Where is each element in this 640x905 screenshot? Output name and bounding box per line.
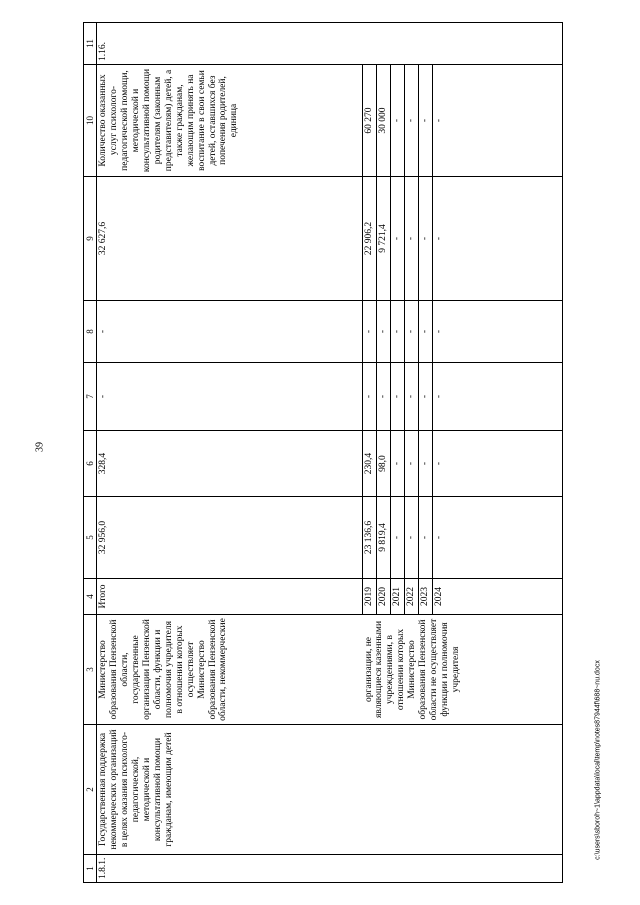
year-col5: 9 819,4 (377, 497, 391, 579)
year-col5: - (419, 497, 433, 579)
year-col10: - (405, 65, 419, 177)
year-cell: 2024 (433, 579, 563, 615)
program-table (83, 22, 563, 883)
row-code: 1.8.1. (97, 855, 563, 883)
header-col-6: 6 (84, 431, 97, 497)
year-col9: 9 721,4 (377, 177, 391, 301)
header-col-7: 7 (84, 363, 97, 431)
total-col5: 32 956,0 (97, 497, 363, 579)
indicator-description: Количество оказанных услуг психолого-педагогической помощи, методической и консультативной помощи родителям (законным представителям) детей, а также гражданам, желающим принять на воспитание в свои семьи детей, оставшихся без попечения родителей, единица (97, 65, 363, 177)
indicator-code: 1.16. (97, 23, 563, 65)
executor-text-part-1: Министерство образования Пензенской области, государственные организации Пензенской области, функции и полномочия учредителя в отношении которых осуществляет Министерство образования Пензенской области, некоммерческие (97, 615, 363, 725)
year-col7: - (391, 363, 405, 431)
rotated-table-wrapper (83, 23, 563, 883)
header-col-1: 1 (84, 855, 97, 883)
year-col5: - (433, 497, 563, 579)
page-number: 39 (34, 442, 46, 452)
year-col10: - (419, 65, 433, 177)
header-col-4: 4 (84, 579, 97, 615)
year-col8: - (363, 301, 377, 363)
year-col6: 230,4 (363, 431, 377, 497)
footer-file-path: c:\users\sboroh~1\appdata\local\temp\notes87944f\688~nu.docx (594, 660, 602, 860)
year-col8: - (377, 301, 391, 363)
year-cell: 2020 (377, 579, 391, 615)
year-col8: - (419, 301, 433, 363)
header-col-8: 8 (84, 301, 97, 363)
year-cell: 2019 (363, 579, 377, 615)
year-col6: - (433, 431, 563, 497)
year-col7: - (377, 363, 391, 431)
year-col10: 30 000 (377, 65, 391, 177)
header-col-10: 10 (84, 65, 97, 177)
year-col9: 22 906,2 (363, 177, 377, 301)
year-cell: 2021 (391, 579, 405, 615)
year-col5: - (391, 497, 405, 579)
total-col8: - (97, 301, 363, 363)
header-col-2: 2 (84, 725, 97, 855)
year-col7: - (419, 363, 433, 431)
year-col6: - (419, 431, 433, 497)
year-cell: 2023 (419, 579, 433, 615)
header-col-11: 11 (84, 23, 97, 65)
year-col8: - (391, 301, 405, 363)
year-col9: - (433, 177, 563, 301)
year-cell: 2022 (405, 579, 419, 615)
year-col6: 98,0 (377, 431, 391, 497)
total-label: Итого (97, 579, 363, 615)
header-col-3: 3 (84, 615, 97, 725)
year-col7: - (363, 363, 377, 431)
total-col6: 328,4 (97, 431, 363, 497)
header-col-9: 9 (84, 177, 97, 301)
year-col8: - (433, 301, 563, 363)
year-col9: - (405, 177, 419, 301)
year-col8: - (405, 301, 419, 363)
header-col-5: 5 (84, 497, 97, 579)
year-col6: - (405, 431, 419, 497)
year-col5: 23 136,6 (363, 497, 377, 579)
total-col7: - (97, 363, 363, 431)
year-col7: - (405, 363, 419, 431)
year-col5: - (405, 497, 419, 579)
executor-text-part-2: организации, не являющиеся казенными учреждениями, в отношении которых Министерство образования Пензенской области не осуществляет функции и полномочия учредителя (363, 615, 563, 725)
year-col6: - (391, 431, 405, 497)
year-col10: - (391, 65, 405, 177)
year-col10: - (433, 65, 563, 177)
total-col9: 32 627,6 (97, 177, 363, 301)
year-col10: 60 270 (363, 65, 377, 177)
total-row (97, 23, 363, 883)
year-col9: - (391, 177, 405, 301)
year-col9: - (419, 177, 433, 301)
year-col7: - (433, 363, 563, 431)
task-description: Государственная поддержка некоммерческих организаций в целях оказания психолого-педагогической, методической и консультативной помощи гражданам, имеющим детей (97, 725, 563, 855)
header-row (84, 23, 97, 883)
